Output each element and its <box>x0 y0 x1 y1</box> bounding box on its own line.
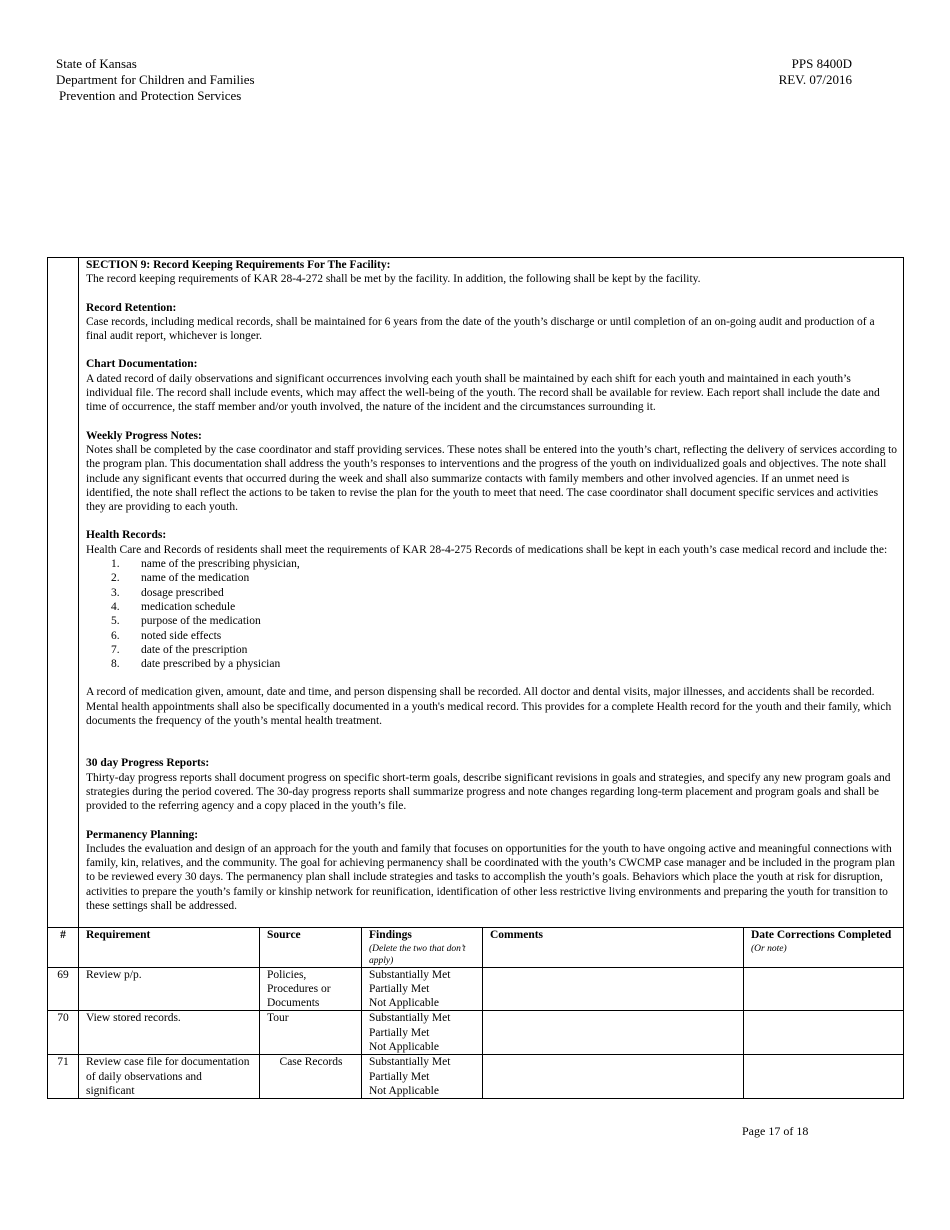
row-date-corrections[interactable] <box>744 967 904 1011</box>
row-num: 71 <box>48 1055 79 1099</box>
weekly-progress-text: Notes shall be completed by the case coordinator and staff providing services. These notes shall be entered into the youth’s chart, reflecting the delivery of services according to the program plan. This documentation shall address the youth’s responses to interventions and the progress of the youth on individualized goals and objectives. The note shall include any significant events that occurred during the week and shall also summarize contacts with family members and other involved agencies. If an unmet need is identified, the note shall reflect the actions to be taken to revise the plan for the youth to meet that need. The case coordinator shall document specific services and activities they are providing to each youth. <box>86 443 898 514</box>
list-item: 3. dosage prescribed <box>111 586 224 599</box>
header-form-info <box>770 56 852 88</box>
col-header-comments: Comments <box>483 928 744 967</box>
row-findings[interactable] <box>362 1011 483 1055</box>
finding-not-applicable[interactable]: Not Applicable <box>369 1084 439 1097</box>
list-item: 2. name of the medication <box>111 572 250 585</box>
date-note: (Or note) <box>751 943 787 954</box>
chart-documentation-text: A dated record of daily observations and significant occurrences involving each youth shall be maintained by each shift for each youth and maintained in each youth’s individual file. The record shall include events, which may affect the well-being of the youth. The record shall be available for review. Each report shall include the date and time of occurrence, the staff member and/or youth involved, the nature of the incident and the circumstances surrounding it. <box>86 372 880 414</box>
finding-partially-met[interactable]: Partially Met <box>369 1026 430 1039</box>
header-department: Department for Children and Families <box>56 72 255 87</box>
row-date-corrections[interactable] <box>744 1055 904 1099</box>
list-item: 1. name of the prescribing physician, <box>111 558 300 571</box>
page-number: Page 17 of 18 <box>742 1124 809 1138</box>
requirements-table <box>47 257 904 1099</box>
list-item: 6. noted side effects <box>111 629 222 642</box>
form-revision: REV. 07/2016 <box>778 72 852 87</box>
finding-not-applicable[interactable]: Not Applicable <box>369 1041 439 1054</box>
table-row <box>48 1011 904 1055</box>
header-state: State of Kansas <box>56 56 137 71</box>
row-source: Case Records <box>260 1055 362 1099</box>
section-num-cell <box>48 258 79 928</box>
finding-substantially-met[interactable]: Substantially Met <box>369 968 451 981</box>
findings-note: (Delete the two that don’t apply) <box>369 943 466 966</box>
permanency-heading: Permanency Planning: <box>86 828 199 841</box>
row-num: 69 <box>48 967 79 1011</box>
table-row <box>48 967 904 1011</box>
progress-reports-text: Thirty-day progress reports shall document progress on specific short-term goals, describe significant revisions in goals and strategies, and specify any new program goals and strategies during the period covered. The 30-day progress reports shall summarize progress and note changes regarding long-term placement and program goals and shall be provided to the referring agency and a copy placed in the youth’s file. <box>86 771 891 813</box>
section-row <box>48 258 904 928</box>
finding-partially-met[interactable]: Partially Met <box>369 1070 430 1083</box>
medication-record-list <box>86 557 897 671</box>
finding-partially-met[interactable]: Partially Met <box>369 982 430 995</box>
row-requirement: Review case file for documentation of daily observations and significant <box>79 1055 260 1099</box>
health-records-after: A record of medication given, amount, date and time, and person dispensing shall be recorded. All doctor and dental visits, major illnesses, and accidents shall be recorded. Mental health appointments shall also be specifically documented in a youth's medical record. This provides for a complete Health record for the youth and their family, which documents the frequency of the youth’s mental health treatment. <box>86 686 892 728</box>
list-item: 7. date of the prescription <box>111 643 248 656</box>
progress-reports-heading: 30 day Progress Reports: <box>86 757 210 770</box>
row-findings[interactable] <box>362 967 483 1011</box>
record-retention-heading: Record Retention: <box>86 301 177 314</box>
row-date-corrections[interactable] <box>744 1011 904 1055</box>
row-comments[interactable] <box>483 1011 744 1055</box>
header-division: Prevention and Protection Services <box>59 88 242 103</box>
table-header-row <box>48 928 904 967</box>
section-title: SECTION 9: Record Keeping Requirements For The Facility: <box>86 259 391 271</box>
finding-substantially-met[interactable]: Substantially Met <box>369 1012 451 1025</box>
health-records-text: Health Care and Records of residents shall meet the requirements of KAR 28-4-275 Records of medications shall be kept in each youth’s case medical record and include the: <box>86 543 888 556</box>
list-item: 8. date prescribed by a physician <box>111 658 281 671</box>
finding-not-applicable[interactable]: Not Applicable <box>369 997 439 1010</box>
table-row <box>48 1055 904 1099</box>
row-source: Policies, Procedures or Documents <box>260 967 362 1011</box>
row-num: 70 <box>48 1011 79 1055</box>
row-findings[interactable] <box>362 1055 483 1099</box>
section-intro: The record keeping requirements of KAR 28-4-272 shall be met by the facility. In addition, the following shall be kept by the facility. <box>86 273 701 286</box>
list-item: 4. medication schedule <box>111 600 236 613</box>
col-header-findings: Findings (Delete the two that don’t apply) <box>362 928 483 967</box>
header-agency <box>56 56 255 104</box>
row-comments[interactable] <box>483 1055 744 1099</box>
permanency-text: Includes the evaluation and design of an approach for the youth and family that focuses on opportunities for the youth to have ongoing active and meaningful connections with family, kin, relatives, and the community. The goal for achieving permanency shall be coordinated with the youth’s CWCMP case manager and be included in the program plan to be reviewed every 30 days. The permanency plan shall include strategies and tasks to accomplish the youth’s goals. Behaviors which place the youth at risk for disruption, activities to prepare the youth’s family or kinship network for reunification, identification of other less restrictive living environments and preparing the youth for transition to these settings shall be addressed. <box>86 842 896 912</box>
col-header-source: Source <box>260 928 362 967</box>
record-retention-text: Case records, including medical records, shall be maintained for 6 years from the date of the youth’s discharge or until completion of an on-going audit and production of a final audit report, whichever is longer. <box>86 315 875 343</box>
list-item: 5. purpose of the medication <box>111 615 261 628</box>
col-header-date: Date Corrections Completed (Or note) <box>744 928 904 967</box>
row-requirement: View stored records. <box>79 1011 260 1055</box>
row-comments[interactable] <box>483 967 744 1011</box>
form-id: PPS 8400D <box>791 56 852 71</box>
section-body <box>79 258 904 928</box>
health-records-heading: Health Records: <box>86 529 167 542</box>
row-source: Tour <box>260 1011 362 1055</box>
col-header-num: # <box>48 928 79 967</box>
chart-documentation-heading: Chart Documentation: <box>86 358 198 371</box>
col-header-requirement: Requirement <box>79 928 260 967</box>
finding-substantially-met[interactable]: Substantially Met <box>369 1056 451 1069</box>
row-requirement: Review p/p. <box>79 967 260 1011</box>
weekly-progress-heading: Weekly Progress Notes: <box>86 429 202 442</box>
